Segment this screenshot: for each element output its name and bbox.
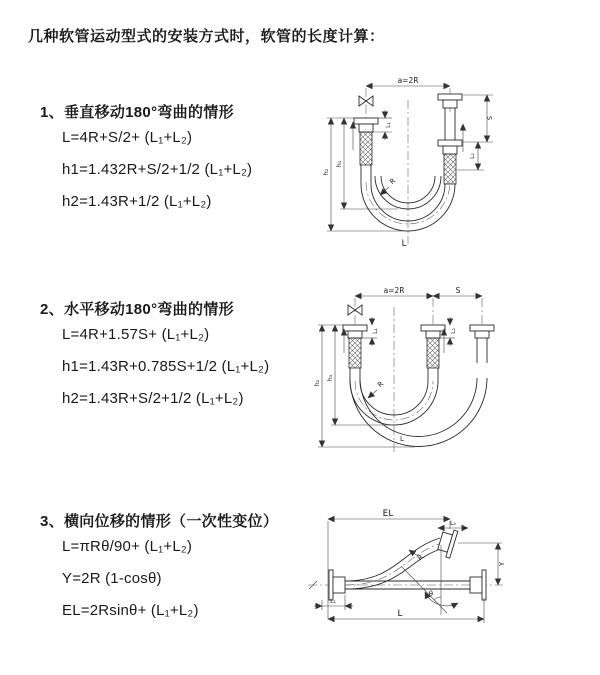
- dim-label-y: Y: [498, 561, 506, 567]
- right-flange-hub: [475, 331, 489, 338]
- left-flange: [343, 325, 367, 331]
- formula-h2: h2=1.43R+S/2+1/2 (L₁+L₂): [62, 389, 244, 407]
- dim-label-h2: h₂: [322, 168, 330, 176]
- inclined-reference-line: [401, 566, 447, 613]
- angle-arc: [434, 597, 441, 600]
- right-upper-flange: [438, 94, 462, 100]
- formula-length: L=4R+1.57S+ (L₁+L₂): [62, 325, 210, 343]
- dim-label-s: S: [455, 286, 461, 295]
- dim-label-theta: θ: [428, 590, 433, 598]
- dim-label-l2: L₂: [450, 328, 457, 334]
- left-flange: [329, 570, 333, 600]
- middle-flange-hub: [426, 331, 440, 338]
- section-vertical-180-bend: [40, 101, 252, 217]
- section-1-heading: 1、垂直移动180°弯曲的情形: [40, 104, 234, 121]
- right-lower-flange: [438, 140, 462, 146]
- diagram-horizontal-180-bend: [310, 283, 528, 465]
- section-2-heading: 2、水平移动180°弯曲的情形: [40, 301, 234, 318]
- middle-flange: [421, 325, 445, 331]
- dim-label-r: R: [388, 176, 398, 187]
- dim-label-l2: L₂: [450, 520, 456, 527]
- dim-label-l: L: [400, 435, 404, 443]
- right-flange: [482, 570, 486, 600]
- left-flange-hub: [333, 577, 345, 593]
- s-hose-bottom: [345, 548, 444, 589]
- dim-label-l1: L₁: [372, 328, 379, 334]
- dim-label-r: R: [416, 553, 426, 563]
- right-upper-flange-hub: [443, 100, 457, 108]
- dim-label-el: EL: [382, 509, 394, 519]
- right-braid: [444, 154, 456, 184]
- formula-y: Y=2R (1-cosθ): [62, 569, 162, 587]
- hose-moved-inner: [360, 378, 477, 437]
- dim-label-h2: h₂: [313, 379, 321, 387]
- radius-arrow: [368, 390, 377, 398]
- dim-label-h1: h₁: [335, 160, 343, 168]
- dim-label-l: L: [397, 609, 403, 619]
- section-3-heading: 3、横向位移的情形（一次性变位）: [40, 513, 279, 530]
- left-flange-hub: [359, 124, 373, 132]
- formula-el: EL=2Rsinθ+ (L₁+L₂): [62, 601, 199, 619]
- left-flange-hub: [348, 331, 362, 338]
- dim-label-l1: L₁: [385, 122, 392, 128]
- upper-flange: [436, 527, 458, 558]
- s-hose-top: [345, 538, 440, 581]
- left-braid: [349, 338, 361, 368]
- right-flange: [470, 325, 494, 331]
- dim-label-s: S: [486, 115, 494, 121]
- valve-icon: [359, 96, 373, 106]
- radius-arrow: [409, 550, 418, 556]
- formula-h1: h1=1.432R+S/2+1/2 (L₁+L₂): [62, 160, 253, 178]
- left-flange: [354, 118, 378, 124]
- formula-h2: h2=1.43R+1/2 (L₁+L₂): [62, 192, 212, 210]
- right-lower-flange-hub: [443, 146, 457, 154]
- section-horizontal-180-bend: [40, 298, 269, 414]
- page-title: 几种软管运动型式的安装方式时，软管的长度计算：: [28, 28, 385, 45]
- dim-label-a: a=2R: [397, 76, 419, 85]
- dim-label-h1: h₁: [326, 374, 334, 382]
- right-flange-hub: [470, 577, 482, 593]
- dim-label-l1: L₁: [330, 598, 336, 605]
- s-hose-centerline: [345, 543, 442, 585]
- diagram-lateral-displacement: [300, 503, 508, 638]
- dim-label-r: R: [376, 379, 386, 390]
- diagram-vertical-180-bend: [318, 72, 528, 264]
- middle-braid: [427, 338, 439, 368]
- dim-label-l2: L₂: [469, 153, 476, 159]
- dim-label-a: a=2R: [383, 286, 405, 295]
- left-braid: [360, 132, 372, 165]
- dim-label-l: L: [401, 239, 407, 249]
- formula-length: L=4R+S/2+ (L₁+L₂): [62, 128, 193, 146]
- formula-length: L=πRθ/90+ (L₁+L₂): [62, 537, 193, 555]
- formula-h1: h1=1.43R+0.785S+1/2 (L₁+L₂): [62, 357, 270, 375]
- section-lateral-displacement: [40, 510, 278, 626]
